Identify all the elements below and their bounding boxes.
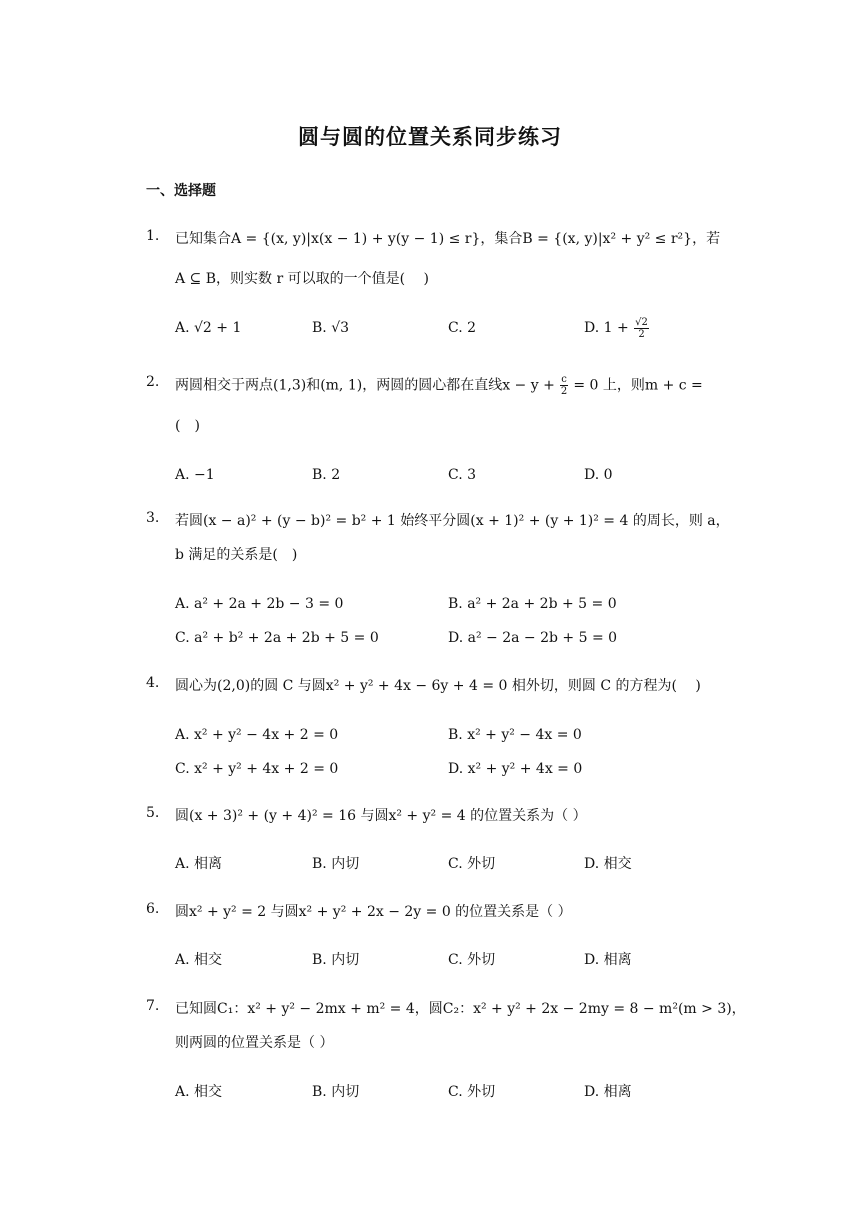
question-text-line: 若圆(x − a)² + (y − b)² = b² + 1 始终平分圆(x + 1)² + (y + 1)² = 4 的周长，则 a， xyxy=(175,513,730,529)
option-a: A. 相交 xyxy=(175,952,223,968)
options-row xyxy=(175,626,716,660)
option-b: B. 内切 xyxy=(312,952,360,968)
question-7 xyxy=(146,998,746,1104)
question-6 xyxy=(146,901,716,972)
options-row xyxy=(175,316,716,340)
option-a: A. 相交 xyxy=(175,1084,223,1100)
section-heading: 一、选择题 xyxy=(146,183,216,199)
question-5 xyxy=(146,805,716,876)
page-title: 圆与圆的位置关系同步练习 xyxy=(298,125,562,149)
option-b: B. x² + y² − 4x = 0 xyxy=(448,727,582,743)
options-row xyxy=(175,463,716,487)
option-d: D. 相离 xyxy=(584,1084,632,1100)
option-b: B. 内切 xyxy=(312,1084,360,1100)
option-d: D. a² − 2a − 2b + 5 = 0 xyxy=(448,630,618,646)
question-text-line: A ⊆ B，则实数 r 可以取的一个值是( ) xyxy=(175,271,429,287)
fraction xyxy=(634,317,649,340)
question-text-line: 已知圆C₁：x² + y² − 2mx + m² = 4，圆C₂：x² + y² + 2x − 2my = 8 − m²(m > 3)， xyxy=(175,1001,746,1017)
question-4 xyxy=(146,675,716,791)
question-text-line: 圆x² + y² = 2 与圆x² + y² + 2x − 2y = 0 的位置关系是（ ） xyxy=(175,904,572,920)
question-number: 2. xyxy=(146,374,160,390)
option-c: C. 2 xyxy=(448,320,477,336)
option-a: A. x² + y² − 4x + 2 = 0 xyxy=(175,727,339,743)
option-b: B. √3 xyxy=(312,320,350,336)
option-d xyxy=(584,316,650,340)
option-d: D. x² + y² + 4x = 0 xyxy=(448,761,583,777)
question-number: 4. xyxy=(146,675,160,691)
question-text-line: b 满足的关系是( ) xyxy=(175,547,298,563)
question-text-line: 圆(x + 3)² + (y + 4)² = 16 与圆x² + y² = 4 的位置关系为（ ） xyxy=(175,808,587,824)
question-text-line xyxy=(175,374,716,396)
option-d: D. 相交 xyxy=(584,856,632,872)
option-c: C. x² + y² + 4x + 2 = 0 xyxy=(175,761,339,777)
question-text-line: 圆心为(2,0)的圆 C 与圆x² + y² + 4x − 6y + 4 = 0 相外切，则圆 C 的方程为( ) xyxy=(175,678,701,694)
options-row xyxy=(175,948,716,972)
question-number: 6. xyxy=(146,901,160,917)
fraction-denominator: 2 xyxy=(638,328,645,340)
text-segment: = 0 上，则m + c = xyxy=(568,377,703,394)
question-number: 1. xyxy=(146,228,160,244)
option-d: D. 0 xyxy=(584,467,613,483)
option-a: A. a² + 2a + 2b − 3 = 0 xyxy=(175,596,344,612)
option-b: B. 2 xyxy=(312,467,341,483)
option-b: B. 内切 xyxy=(312,856,360,872)
options-row xyxy=(175,757,716,791)
option-a: A. √2 + 1 xyxy=(175,320,242,336)
fraction-numerator: √2 xyxy=(635,316,648,328)
option-c: C. 3 xyxy=(448,467,477,483)
fraction-numerator: c xyxy=(561,374,567,385)
option-b: B. a² + 2a + 2b + 5 = 0 xyxy=(448,596,617,612)
option-c: C. 外切 xyxy=(448,952,496,968)
fraction xyxy=(560,374,568,397)
question-text-line: 则两圆的位置关系是（ ） xyxy=(175,1035,334,1051)
question-number: 7. xyxy=(146,998,160,1014)
option-c: C. a² + b² + 2a + 2b + 5 = 0 xyxy=(175,630,379,646)
options-row xyxy=(175,592,716,626)
question-text-line: ( ) xyxy=(175,418,200,434)
options-row xyxy=(175,1080,716,1104)
question-3 xyxy=(146,510,730,660)
options-row xyxy=(175,852,716,876)
option-d: D. 相离 xyxy=(584,952,632,968)
question-number: 3. xyxy=(146,510,160,526)
question-1 xyxy=(146,228,721,340)
options-row xyxy=(175,723,716,757)
option-c: C. 外切 xyxy=(448,856,496,872)
option-c: C. 外切 xyxy=(448,1084,496,1100)
text-segment: 两圆相交于两点(1,3)和(m, 1)，两圆的圆心都在直线x − y + xyxy=(175,377,560,394)
option-d-prefix: D. 1 + xyxy=(584,320,634,336)
fraction-denominator: 2 xyxy=(560,386,568,397)
question-2 xyxy=(146,374,716,487)
option-a: A. −1 xyxy=(175,467,215,483)
option-a: A. 相离 xyxy=(175,856,223,872)
question-text-line: 已知集合A = {(x, y)|x(x − 1) + y(y − 1) ≤ r}，集合B = {(x, y)|x² + y² ≤ r²}，若 xyxy=(175,231,721,247)
question-number: 5. xyxy=(146,805,160,821)
